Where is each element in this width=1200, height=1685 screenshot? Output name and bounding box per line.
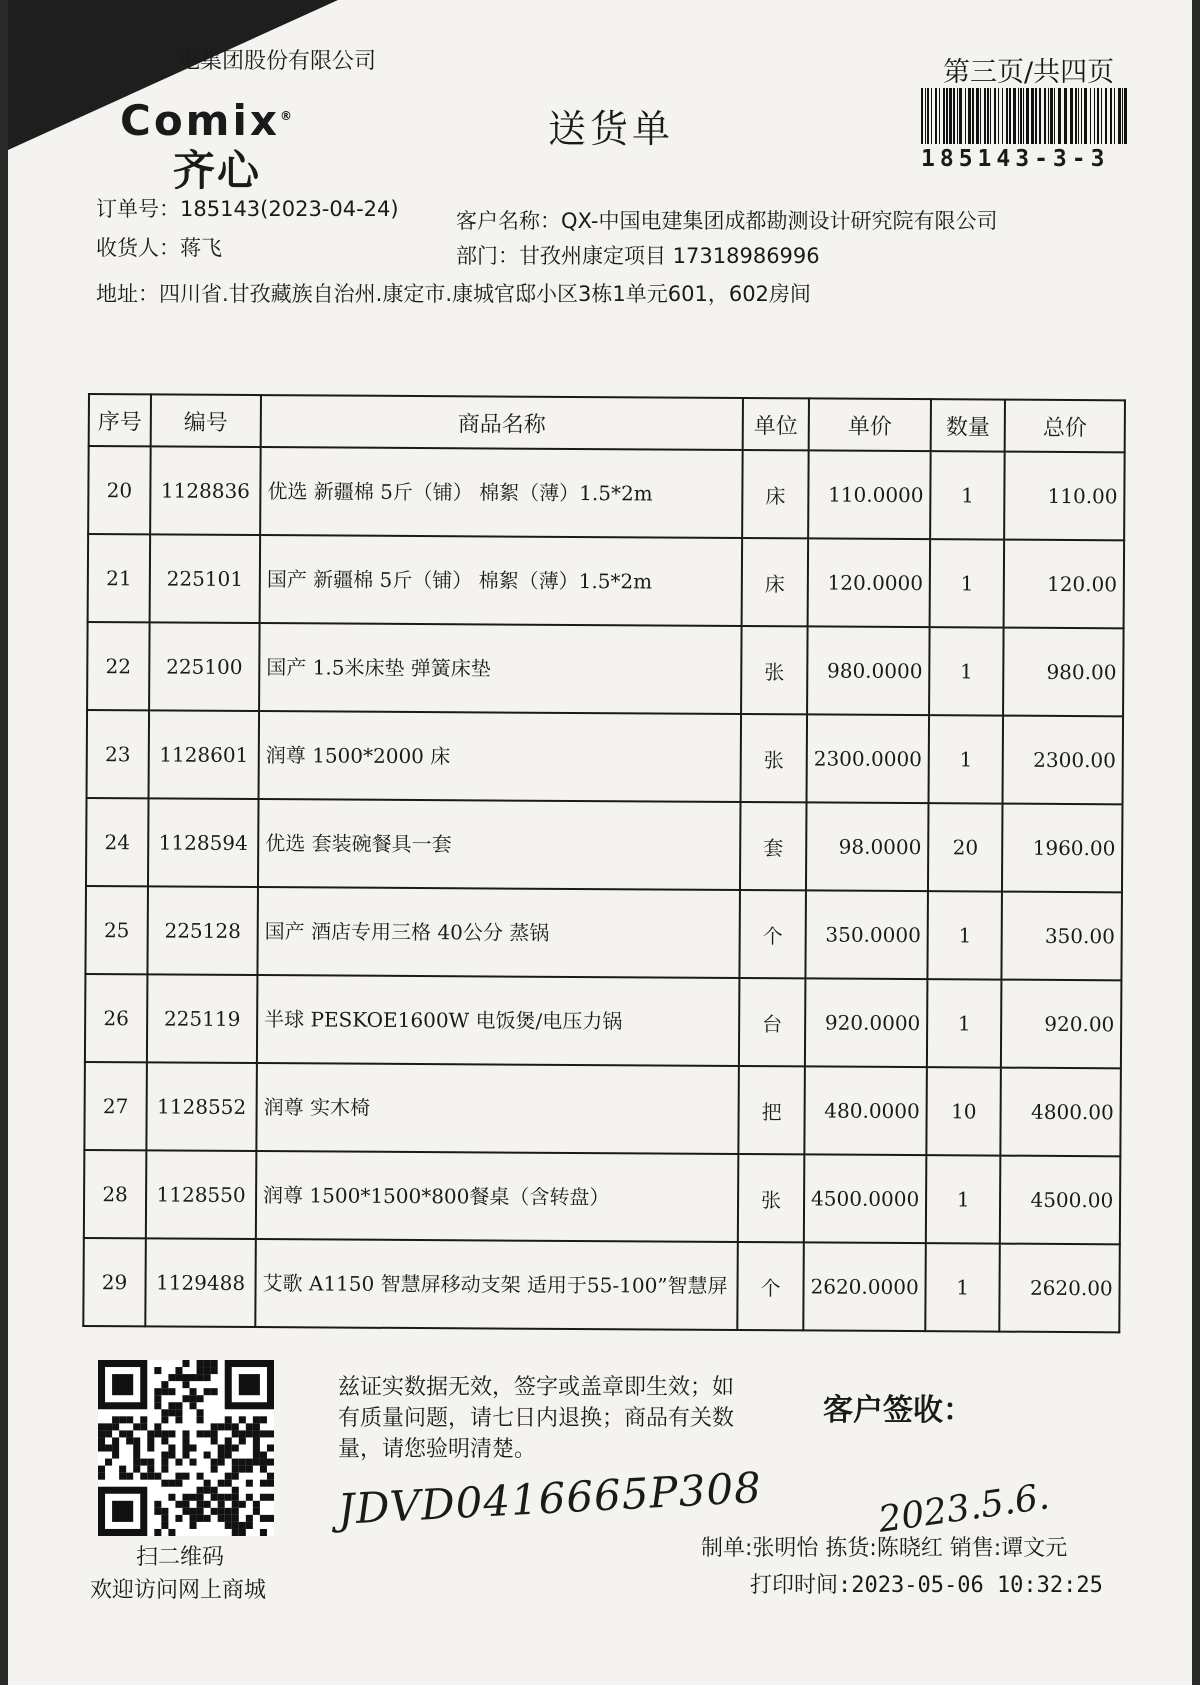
barcode-bar xyxy=(972,88,974,144)
barcode-bar xyxy=(980,88,981,144)
barcode-bar xyxy=(1101,88,1102,144)
barcode-bar xyxy=(1058,88,1061,144)
cell-price: 920.0000 xyxy=(805,978,928,1067)
cell-unit: 张 xyxy=(741,626,808,714)
cell-name: 润尊 1500*2000 床 xyxy=(259,711,742,802)
cell-qty: 1 xyxy=(930,451,1005,539)
barcode-bar xyxy=(1070,88,1073,144)
table-row xyxy=(85,974,1122,1068)
header-seq: 序号 xyxy=(89,394,151,446)
cell-seq: 22 xyxy=(87,622,150,710)
barcode-bar xyxy=(959,88,962,144)
barcode-bar xyxy=(1050,88,1053,144)
table-row xyxy=(88,446,1125,540)
qixin-logo: 齐心 xyxy=(173,146,262,195)
barcode-bar xyxy=(1048,88,1049,144)
goods-table xyxy=(82,393,1126,1333)
barcode-bar xyxy=(953,88,955,144)
delivery-note-paper xyxy=(8,0,1192,1685)
barcode-bar xyxy=(1114,88,1115,144)
cell-total: 2620.00 xyxy=(999,1244,1120,1333)
cell-qty: 10 xyxy=(927,1067,1002,1155)
table-row xyxy=(84,1062,1121,1156)
qr-code[interactable] xyxy=(98,1360,274,1536)
cell-code: 225100 xyxy=(149,622,260,711)
cell-unit: 床 xyxy=(742,450,809,538)
barcode-bar xyxy=(1031,88,1034,144)
barcode-bar xyxy=(994,88,996,144)
cell-code: 1129488 xyxy=(145,1238,256,1327)
table-row xyxy=(86,798,1123,892)
barcode-bar xyxy=(1097,88,1099,144)
cell-qty: 1 xyxy=(926,1155,1001,1243)
cell-code: 225101 xyxy=(150,534,261,623)
department: 部门：甘孜州康定项目 17318986996 xyxy=(456,244,820,268)
cell-price: 110.0000 xyxy=(808,450,931,539)
cell-unit: 台 xyxy=(739,978,806,1066)
cell-seq: 28 xyxy=(84,1150,147,1238)
cell-unit: 个 xyxy=(737,1242,804,1330)
cell-unit: 床 xyxy=(742,538,809,626)
header-qty: 数量 xyxy=(931,399,1005,451)
barcode xyxy=(921,88,1131,144)
barcode-bar xyxy=(931,88,932,144)
cell-price: 2620.0000 xyxy=(803,1242,926,1331)
barcode-bar xyxy=(1081,88,1082,144)
cell-qty: 1 xyxy=(925,1243,1000,1331)
barcode-bar xyxy=(1023,88,1024,144)
table-row xyxy=(84,1150,1121,1244)
table-row xyxy=(88,534,1125,628)
cell-name: 润尊 实木椅 xyxy=(256,1063,739,1154)
cell-qty: 1 xyxy=(930,539,1005,627)
cell-qty: 1 xyxy=(927,979,1002,1067)
cell-name: 艾歌 A1150 智慧屏移动支架 适用于55-100”智慧屏 xyxy=(255,1239,738,1330)
cell-total: 120.00 xyxy=(1004,540,1125,629)
barcode-bar xyxy=(957,88,958,144)
cell-qty: 1 xyxy=(929,627,1004,715)
barcode-bar xyxy=(1094,88,1095,144)
table-row xyxy=(85,886,1122,980)
cell-unit: 张 xyxy=(741,714,808,802)
header-unit: 单位 xyxy=(743,398,809,450)
barcode-bar xyxy=(998,88,999,144)
barcode-bar xyxy=(1110,88,1112,144)
barcode-bar xyxy=(1044,88,1046,144)
cell-seq: 23 xyxy=(87,710,150,798)
cell-name: 国产 酒店专用三格 40公分 蒸锅 xyxy=(257,887,740,978)
barcode-bar xyxy=(939,88,940,144)
cell-total: 110.00 xyxy=(1004,452,1125,541)
barcode-bar xyxy=(968,88,971,144)
barcode-bar xyxy=(1054,88,1055,144)
header-price: 单价 xyxy=(809,398,931,451)
cell-seq: 29 xyxy=(83,1238,146,1326)
barcode-bar xyxy=(1075,88,1077,144)
cell-name: 国产 新疆棉 5斤（铺） 棉絮（薄）1.5*2m xyxy=(260,535,743,626)
cell-name: 优选 套装碗餐具一套 xyxy=(258,799,741,890)
cell-code: 1128601 xyxy=(149,710,260,799)
barcode-bar xyxy=(921,88,923,144)
cell-seq: 20 xyxy=(88,446,151,534)
cell-code: 225119 xyxy=(147,974,258,1063)
barcode-bar xyxy=(946,88,948,144)
barcode-bar xyxy=(1078,88,1079,144)
company-name: 电集团股份有限公司 xyxy=(178,49,377,74)
table-row xyxy=(87,710,1124,804)
cell-total: 1960.00 xyxy=(1002,804,1123,893)
cell-price: 120.0000 xyxy=(808,538,931,627)
comix-logo: Comix® xyxy=(120,96,295,145)
cell-price: 2300.0000 xyxy=(807,714,930,803)
cell-price: 4500.0000 xyxy=(804,1154,927,1243)
cell-code: 1128550 xyxy=(146,1150,257,1239)
header-name: 商品名称 xyxy=(261,395,743,450)
barcode-bar xyxy=(943,88,945,144)
cell-qty: 1 xyxy=(929,715,1004,803)
cell-price: 98.0000 xyxy=(806,802,929,891)
barcode-bar xyxy=(1084,88,1087,144)
cell-seq: 21 xyxy=(88,534,151,622)
cell-unit: 张 xyxy=(738,1154,805,1242)
document-title: 送货单 xyxy=(548,107,675,151)
page-number: 第三页/共四页 xyxy=(943,57,1115,88)
cell-code: 1128836 xyxy=(150,446,261,535)
cell-total: 920.00 xyxy=(1001,980,1122,1069)
cell-unit: 把 xyxy=(738,1066,805,1154)
barcode-bar xyxy=(1064,88,1067,144)
barcode-bar xyxy=(1122,88,1123,144)
notice-text: 兹证实数据无效，签字或盖章即生效；如有质量问题，请七日内退换；商品有关数量，请您验明清楚。 xyxy=(338,1375,735,1462)
barcode-bar xyxy=(987,88,989,144)
cell-name: 优选 新疆棉 5斤（铺） 棉絮（薄）1.5*2m xyxy=(260,447,743,538)
cell-name: 半球 PESKOE1600W 电饭煲/电压力锅 xyxy=(257,975,740,1066)
barcode-bar xyxy=(935,88,937,144)
cell-code: 1128552 xyxy=(146,1062,257,1151)
barcode-bar xyxy=(1026,88,1029,144)
barcode-bar xyxy=(976,88,979,144)
cell-unit: 套 xyxy=(740,802,807,890)
barcode-bar xyxy=(927,88,929,144)
cell-total: 350.00 xyxy=(1002,892,1123,981)
barcode-bar xyxy=(1124,88,1127,144)
table-row xyxy=(83,1238,1120,1332)
table-row xyxy=(87,622,1124,716)
barcode-bar xyxy=(990,88,991,144)
qr-caption-welcome: 欢迎访问网上商城 xyxy=(90,1578,267,1603)
barcode-bar xyxy=(1090,88,1091,144)
barcode-bar xyxy=(1020,88,1022,144)
address: 地址：四川省.甘孜藏族自治州.康定市.康城官邸小区3栋1单元601，602房间 xyxy=(96,282,811,306)
cell-qty: 1 xyxy=(928,891,1003,979)
cell-seq: 25 xyxy=(85,886,148,974)
handwritten-code: JDVD0416665P308 xyxy=(336,1462,763,1534)
barcode-bar xyxy=(1105,88,1107,144)
barcode-bar xyxy=(925,88,926,144)
order-number: 订单号：185143(2023-04-24) xyxy=(96,197,399,221)
barcode-bar xyxy=(1039,88,1041,144)
barcode-bar xyxy=(1006,88,1008,144)
handwritten-sign-date: 2023.5.6. xyxy=(875,1476,1052,1541)
barcode-bar xyxy=(965,88,966,144)
cell-total: 980.00 xyxy=(1003,628,1124,717)
barcode-number: 185143-3-3 xyxy=(921,146,1110,172)
header-total: 总价 xyxy=(1005,400,1125,453)
cell-total: 4800.00 xyxy=(1001,1068,1122,1157)
cell-price: 980.0000 xyxy=(807,626,930,715)
qr-caption-scan: 扫二维码 xyxy=(136,1545,225,1570)
barcode-bar xyxy=(1009,88,1011,144)
cell-total: 4500.00 xyxy=(1000,1156,1121,1245)
cell-name: 国产 1.5米床垫 弹簧床垫 xyxy=(259,623,742,714)
barcode-bar xyxy=(1002,88,1003,144)
cell-seq: 27 xyxy=(84,1062,147,1150)
cell-unit: 个 xyxy=(739,890,806,978)
cell-seq: 24 xyxy=(86,798,149,886)
header-code: 编号 xyxy=(151,394,261,447)
barcode-bar xyxy=(949,88,952,144)
barcode-bar xyxy=(984,88,986,144)
staff-info: 制单:张明怡 拣货:陈晓红 销售:谭文元 xyxy=(701,1536,1068,1561)
cell-price: 350.0000 xyxy=(805,890,928,979)
customer-sign-label: 客户签收： xyxy=(823,1393,973,1428)
cell-seq: 26 xyxy=(85,974,148,1062)
barcode-bar xyxy=(1035,88,1037,144)
barcode-bar xyxy=(1118,88,1121,144)
table-header-row xyxy=(89,394,1125,452)
cell-total: 2300.00 xyxy=(1003,716,1124,805)
cell-code: 225128 xyxy=(147,886,258,975)
cell-qty: 20 xyxy=(928,803,1003,891)
qr-code-icon xyxy=(98,1360,274,1536)
cell-code: 1128594 xyxy=(148,798,259,887)
receiver: 收货人：蒋飞 xyxy=(96,236,222,260)
barcode-bar xyxy=(1013,88,1016,144)
barcode-bar xyxy=(1018,88,1019,144)
cell-name: 润尊 1500*1500*800餐桌（含转盘） xyxy=(256,1151,739,1242)
customer-name: 客户名称：QX-中国电建集团成都勘测设计研究院有限公司 xyxy=(456,209,998,233)
cell-price: 480.0000 xyxy=(804,1066,927,1155)
print-time: 打印时间:2023-05-06 10:32:25 xyxy=(750,1573,1103,1598)
